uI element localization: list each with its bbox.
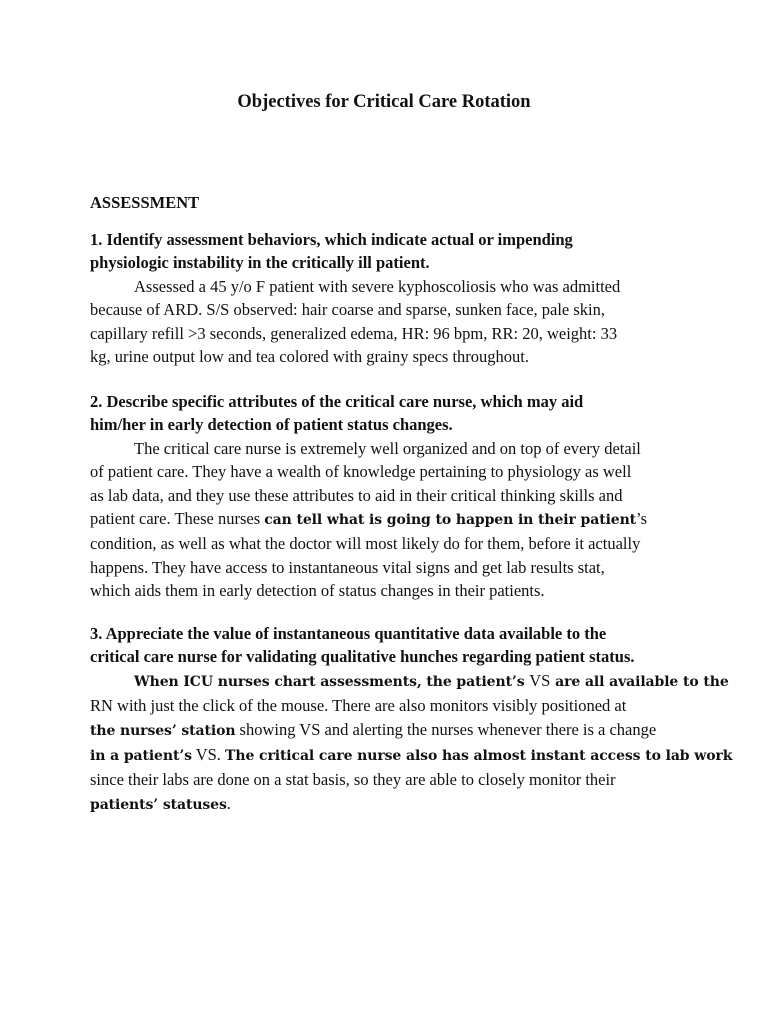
objective-1-answer-line-1 [90,275,690,298]
answer-text: VS. [191,745,226,765]
emphasized-text: the nurses’ station [90,722,236,739]
objective-3-answer-line-5: since their labs are done on a stat basis, so they are able to closely monitor their [90,770,616,790]
objective-3-answer-line-3 [90,718,690,743]
objective-1-question-line-2: physiologic instability in the critically ill patient. [90,253,430,273]
objective-1-answer-line-4: kg, urine output low and tea colored with grainy specs throughout. [90,347,529,367]
objective-3-answer-line-4 [90,743,733,768]
answer-text: . [226,793,231,813]
objective-3-question-line-1: 3. Appreciate the value of instantaneous quantitative data available to the [90,624,607,643]
emphasized-text: are all available to the [550,673,729,690]
objective-3 [90,622,733,817]
objective-1-question-line-1: 1. Identify assessment behaviors, which indicate actual or impending [90,230,573,249]
emphasized-text: patients’ statuses [90,796,227,813]
answer-text: ’s [636,509,648,529]
objective-2-answer-line-6: happens. They have access to instantaneous vital signs and get lab results stat, [90,557,605,577]
objective-2-answer-line-7: which aids them in early detection of status changes in their patients. [90,581,545,601]
objective-2-answer-line-2: of patient care. They have a wealth of knowledge pertaining to physiology as well [90,462,632,482]
emphasized-text: can tell what is going to happen in their patient [264,512,637,529]
answer-text: patient care. These nurses [90,509,265,529]
objective-2-answer-line-1 [90,437,690,460]
objective-3-question-line-2: critical care nurse for validating qualitative hunches regarding patient status. [90,647,635,667]
objective-2-answer-line-3: as lab data, and they use these attributes to aid in their critical thinking skills and [90,485,623,505]
objective-1-answer-line-3: capillary refill >3 seconds, generalized edema, HR: 96 bpm, RR: 20, weight: 33 [90,323,618,343]
objective-1 [90,228,690,368]
emphasized-text: When ICU nurses chart assessments, the patient’s [134,673,530,690]
emphasized-text: in a patient’s [90,748,192,765]
objective-3-answer-line-2: RN with just the click of the mouse. There are also monitors visibly positioned at [90,696,627,716]
objective-3-answer-line-1 [90,669,729,694]
objective-2 [90,390,690,603]
emphasized-text: The critical care nurse also has almost instant access to lab work [225,748,733,765]
page-title: Objectives for Critical Care Rotation [237,92,531,112]
answer-text: Assessed a 45 y/o F patient with severe kyphoscoliosis who was admitted [134,276,621,296]
objective-2-question-line-2: him/her in early detection of patient status changes. [90,415,453,435]
objective-2-question-line-1: 2. Describe specific attributes of the critical care nurse, which may aid [90,392,584,411]
objective-2-answer-line-4 [90,507,690,532]
answer-text: The critical care nurse is extremely well organized and on top of every detail [134,438,641,458]
section-heading-assessment: ASSESSMENT [90,193,200,212]
objective-3-answer-line-6 [90,792,690,817]
objective-2-answer-line-5: condition, as well as what the doctor will most likely do for them, before it actually [90,534,641,554]
objective-1-answer-line-2: because of ARD. S/S observed: hair coarse and sparse, sunken face, pale skin, [90,300,606,320]
answer-text: VS [529,670,551,690]
answer-text: showing VS and alerting the nurses whenever there is a change [235,719,657,739]
